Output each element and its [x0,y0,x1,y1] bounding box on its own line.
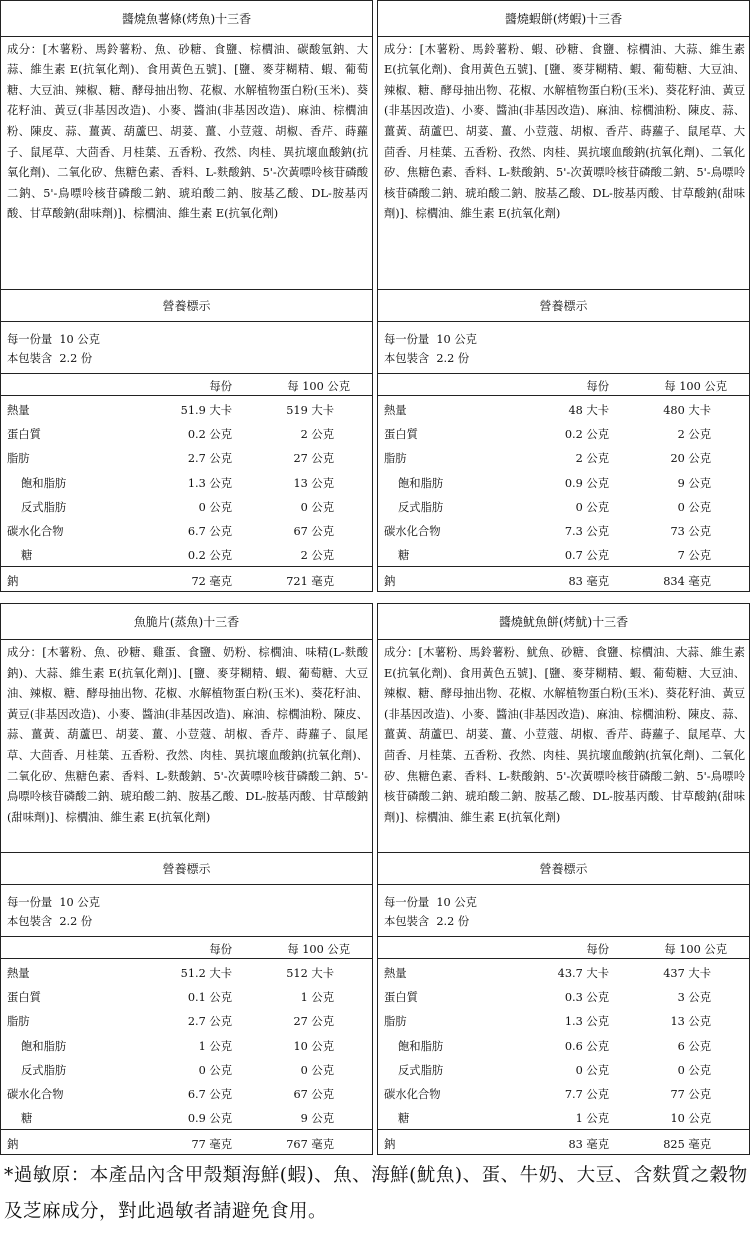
column-per-serving: 每份 [586,379,609,393]
value-per-100g: 512 大卡 [286,966,334,980]
nutrient-label: 糖 [21,549,33,563]
nutrient-label: 鈉 [7,574,19,588]
serving-size: 每一份量 10 公克 [7,895,100,909]
nutrient-label: 脂肪 [7,452,30,466]
value-per-serving: 0.2 公克 [187,427,232,441]
nutrient-label: 飽和脂肪 [398,476,444,490]
nutrition-column-headers [1,374,372,396]
nutrition-row [1,1007,372,1031]
value-per-serving: 51.9 大卡 [180,403,232,417]
value-per-serving: 0 公克 [575,500,609,514]
serving-info [378,322,749,374]
value-per-serving: 72 毫克 [191,574,232,588]
nutrient-label: 碳水化合物 [7,525,64,539]
nutrient-label: 碳水化合物 [384,525,441,539]
value-per-serving: 0 公克 [198,1063,232,1077]
allergen-note: *過敏原：本產品內含甲殼類海鮮(蝦)、魚、海鮮(魷魚)、蛋、牛奶、大豆、含麩質之穀物及芝麻成分，對此過敏者請避免食用。 [4,1165,748,1222]
nutrient-label: 糖 [21,1112,33,1126]
nutrition-row [1,1104,372,1128]
value-per-100g: 27 公克 [293,1015,334,1029]
value-per-100g: 27 公克 [293,452,334,466]
value-per-100g: 2 公克 [677,427,711,441]
nutrient-label: 蛋白質 [7,427,41,441]
product-title: 魚脆片(蒸魚)十三香 [1,604,372,640]
nutrition-row [1,420,372,444]
nutrient-label: 反式脂肪 [21,1063,67,1077]
nutrient-label: 飽和脂肪 [21,1039,67,1053]
nutrient-label: 鈉 [384,574,396,588]
nutrition-row [1,1129,372,1154]
nutrition-row [378,1056,749,1080]
column-per-serving: 每份 [209,942,232,956]
nutrition-row [378,1007,749,1031]
value-per-100g: 13 公克 [670,1015,711,1029]
nutrient-label: 飽和脂肪 [21,476,67,490]
column-per-100g: 每 100 公克 [287,379,350,393]
value-per-serving: 0.9 公克 [187,1112,232,1126]
value-per-100g: 0 公克 [300,500,334,514]
value-per-serving: 0.7 公克 [564,549,609,563]
nutrition-title: 營養標示 [378,290,749,322]
nutrient-label: 蛋白質 [384,427,418,441]
value-per-100g: 67 公克 [293,525,334,539]
nutrition-row [1,566,372,591]
nutrition-column-headers [378,374,749,396]
value-per-serving: 0.1 公克 [187,990,232,1004]
nutrition-row [378,959,749,983]
column-per-100g: 每 100 公克 [287,942,350,956]
serving-size: 每一份量 10 公克 [384,895,477,909]
nutrition-row [378,517,749,541]
nutrition-rows [378,396,749,591]
serving-info [1,885,372,937]
product-panel-2 [377,0,750,592]
value-per-serving: 7.7 公克 [564,1088,609,1102]
nutrient-label: 蛋白質 [384,990,418,1004]
value-per-serving: 2 公克 [575,452,609,466]
nutrition-row [378,1032,749,1056]
ingredients-text: 成分：[木薯粉、馬鈴薯粉、蝦、砂糖、食鹽、棕櫚油、大蒜、維生素 E(抗氧化劑)、食用黃色五號]、[鹽、麥芽糊精、蝦、葡萄糖、大豆油、辣椒、糖、酵母抽出物、花椒、水解植物蛋白粉(玉米)、葵花籽油、黃豆(非基因改造)、小麥、醬油(非基因改造)、麻油、棕櫚油粉、陳皮、蒜、薑黃、葫蘆巴、胡荽、薑、小荳蔻、胡椒、香芹、蒔蘿子、鼠尾草、大茴香、月桂葉、五香粉、孜然、肉桂、異抗壞血酸鈉(抗氧化劑)、二氧化矽、焦糖色素、香料、L-麩酸鈉、5'-次黃嘌呤核苷磷酸二鈉、5'-鳥嘌呤核苷磷酸二鈉、琥珀酸二鈉、胺基乙酸、DL-胺基丙酸、甘草酸鈉(甜味劑)]、棕櫚油、維生素 E(抗氧化劑) [378,37,749,291]
nutrition-row [378,566,749,591]
nutrient-label: 反式脂肪 [398,500,444,514]
value-per-serving: 0.2 公克 [187,549,232,563]
value-per-100g: 0 公克 [300,1063,334,1077]
nutrient-label: 碳水化合物 [7,1088,64,1102]
nutrition-title: 營養標示 [1,853,372,885]
product-title: 醬燒魚薯條(烤魚)十三香 [1,1,372,37]
product-panel-1 [0,0,373,592]
value-per-serving: 77 毫克 [191,1137,232,1151]
nutrition-row [1,469,372,493]
nutrition-row [378,1080,749,1104]
value-per-100g: 721 毫克 [286,574,334,588]
nutrient-label: 熱量 [384,403,407,417]
nutrition-row [378,396,749,420]
nutrition-row [1,444,372,468]
value-per-serving: 83 毫克 [568,1137,609,1151]
value-per-serving: 0.3 公克 [564,990,609,1004]
product-title: 醬燒魷魚餅(烤魷)十三香 [378,604,749,640]
nutrient-label: 反式脂肪 [398,1063,444,1077]
column-per-100g: 每 100 公克 [664,942,727,956]
value-per-serving: 1 公克 [198,1039,232,1053]
nutrition-row [378,1129,749,1154]
serving-size: 每一份量 10 公克 [384,333,477,347]
nutrient-label: 糖 [398,549,410,563]
value-per-serving: 51.2 大卡 [180,966,232,980]
value-per-serving: 43.7 大卡 [557,966,609,980]
nutrition-row [1,396,372,420]
column-per-serving: 每份 [586,942,609,956]
nutrient-label: 熱量 [384,966,407,980]
nutrition-row [378,1104,749,1128]
value-per-serving: 2.7 公克 [187,1015,232,1029]
nutrition-row [378,983,749,1007]
value-per-serving: 0.6 公克 [564,1039,609,1053]
nutrition-row [1,983,372,1007]
nutrient-label: 蛋白質 [7,990,41,1004]
value-per-100g: 9 公克 [300,1112,334,1126]
value-per-100g: 519 大卡 [286,403,334,417]
nutrition-row [378,541,749,565]
nutrition-column-headers [378,937,749,959]
nutrient-label: 熱量 [7,403,30,417]
value-per-100g: 834 毫克 [663,574,711,588]
nutrient-label: 碳水化合物 [384,1088,441,1102]
servings-per-package: 本包裝含 2.2 份 [7,352,93,366]
servings-per-package: 本包裝含 2.2 份 [384,914,470,928]
nutrition-row [1,517,372,541]
value-per-serving: 2.7 公克 [187,452,232,466]
value-per-serving: 0.2 公克 [564,427,609,441]
value-per-100g: 0 公克 [677,500,711,514]
nutrition-row [1,1056,372,1080]
product-panel-3 [0,603,373,1155]
value-per-100g: 3 公克 [677,990,711,1004]
value-per-100g: 825 毫克 [663,1137,711,1151]
value-per-100g: 7 公克 [677,549,711,563]
nutrient-label: 糖 [398,1112,410,1126]
nutrition-row [378,493,749,517]
nutrition-row [378,420,749,444]
nutrition-row [1,1032,372,1056]
value-per-100g: 437 大卡 [663,966,711,980]
value-per-serving: 6.7 公克 [187,1088,232,1102]
value-per-100g: 67 公克 [293,1088,334,1102]
nutrient-label: 脂肪 [384,452,407,466]
value-per-100g: 0 公克 [677,1063,711,1077]
nutrition-column-headers [1,937,372,959]
nutrition-row [1,959,372,983]
value-per-100g: 767 毫克 [286,1137,334,1151]
nutrient-label: 熱量 [7,966,30,980]
value-per-serving: 83 毫克 [568,574,609,588]
column-per-100g: 每 100 公克 [664,379,727,393]
value-per-100g: 9 公克 [677,476,711,490]
value-per-100g: 1 公克 [300,990,334,1004]
value-per-serving: 1.3 公克 [187,476,232,490]
value-per-100g: 20 公克 [670,452,711,466]
value-per-100g: 77 公克 [670,1088,711,1102]
ingredients-text: 成分：[木薯粉、魚、砂糖、雞蛋、食鹽、奶粉、棕櫚油、味精(L-麩酸鈉)、大蒜、維生素 E(抗氧化劑)]、[鹽、麥芽糊精、蝦、葡萄糖、大豆油、辣椒、糖、酵母抽出物、花椒、水解植物蛋白粉(玉米)、葵花籽油、黃豆(非基因改造)、小麥、醬油(非基因改造)、麻油、棕櫚油粉、陳皮、蒜、薑黃、葫蘆巴、胡荽、薑、小荳蔻、胡椒、香芹、蒔蘿子、鼠尾草、大茴香、月桂葉、五香粉、孜然、肉桂、異抗壞血酸鈉(抗氧化劑)、二氧化矽、焦糖色素、香料、L-麩酸鈉、5'-次黃嘌呤核苷磷酸二鈉、5'-鳥嘌呤核苷磷酸二鈉、琥珀酸二鈉、胺基乙酸、DL-胺基丙酸、甘草酸鈉(甜味劑)]、棕櫚油、維生素 E(抗氧化劑) [1,640,372,853]
value-per-serving: 0.9 公克 [564,476,609,490]
nutrition-title: 營養標示 [378,853,749,885]
value-per-100g: 2 公克 [300,427,334,441]
value-per-100g: 2 公克 [300,549,334,563]
product-title: 醬燒蝦餅(烤蝦)十三香 [378,1,749,37]
nutrition-row [378,469,749,493]
value-per-serving: 48 大卡 [568,403,609,417]
ingredients-text: 成分：[木薯粉、馬鈴薯粉、魚、砂糖、食鹽、棕櫚油、碳酸氫鈉、大蒜、維生素 E(抗氧化劑)、食用黃色五號]、[鹽、麥芽糊精、蝦、葡萄糖、大豆油、辣椒、糖、酵母抽出物、花椒、水解植物蛋白粉(玉米)、葵花籽油、黃豆(非基因改造)、小麥、醬油(非基因改造)、麻油、棕櫚油粉、陳皮、蒜、薑黃、葫蘆巴、胡荽、薑、小荳蔻、胡椒、香芹、蒔蘿子、鼠尾草、大茴香、月桂葉、五香粉、孜然、肉桂、異抗壞血酸鈉(抗氧化劑)、二氧化矽、焦糖色素、香料、L-麩酸鈉、5'-次黃嘌呤核苷磷酸二鈉、5'-鳥嘌呤核苷磷酸二鈉、琥珀酸二鈉、胺基乙酸、DL-胺基丙酸、甘草酸鈉(甜味劑)]、棕櫚油、維生素 E(抗氧化劑) [1,37,372,291]
nutrition-row [1,493,372,517]
nutrient-label: 鈉 [384,1137,396,1151]
nutrient-label: 脂肪 [384,1015,407,1029]
value-per-100g: 10 公克 [293,1039,334,1053]
value-per-100g: 73 公克 [670,525,711,539]
nutrient-label: 鈉 [7,1137,19,1151]
ingredients-text: 成分：[木薯粉、馬鈴薯粉、魷魚、砂糖、食鹽、棕櫚油、大蒜、維生素 E(抗氧化劑)、食用黃色五號]、[鹽、麥芽糊精、蝦、葡萄糖、大豆油、辣椒、糖、酵母抽出物、花椒、水解植物蛋白粉(玉米)、葵花籽油、黃豆(非基因改造)、小麥、醬油(非基因改造)、麻油、棕櫚油粉、陳皮、蒜、薑黃、葫蘆巴、胡荽、薑、小荳蔻、胡椒、香芹、蒔蘿子、鼠尾草、大茴香、月桂葉、五香粉、孜然、肉桂、異抗壞血酸鈉(抗氧化劑)、二氧化矽、焦糖色素、香料、L-麩酸鈉、5'-次黃嘌呤核苷磷酸二鈉、5'-鳥嘌呤核苷磷酸二鈉、琥珀酸二鈉、胺基乙酸、DL-胺基丙酸、甘草酸鈉(甜味劑)]、棕櫚油、維生素 E(抗氧化劑) [378,640,749,853]
nutrition-rows [1,396,372,591]
nutrient-label: 脂肪 [7,1015,30,1029]
nutrition-rows [378,959,749,1154]
nutrient-label: 飽和脂肪 [398,1039,444,1053]
value-per-100g: 13 公克 [293,476,334,490]
value-per-100g: 6 公克 [677,1039,711,1053]
nutrition-rows [1,959,372,1154]
servings-per-package: 本包裝含 2.2 份 [7,914,93,928]
nutrient-label: 反式脂肪 [21,500,67,514]
column-per-serving: 每份 [209,379,232,393]
value-per-serving: 1 公克 [575,1112,609,1126]
serving-size: 每一份量 10 公克 [7,333,100,347]
value-per-serving: 7.3 公克 [564,525,609,539]
value-per-serving: 6.7 公克 [187,525,232,539]
value-per-100g: 480 大卡 [663,403,711,417]
product-panel-4 [377,603,750,1155]
nutrition-title: 營養標示 [1,290,372,322]
serving-info [1,322,372,374]
nutrition-row [378,444,749,468]
value-per-100g: 10 公克 [670,1112,711,1126]
value-per-serving: 0 公克 [575,1063,609,1077]
nutrition-row [1,1080,372,1104]
servings-per-package: 本包裝含 2.2 份 [384,352,470,366]
value-per-serving: 0 公克 [198,500,232,514]
serving-info [378,885,749,937]
value-per-serving: 1.3 公克 [564,1015,609,1029]
nutrition-row [1,541,372,565]
